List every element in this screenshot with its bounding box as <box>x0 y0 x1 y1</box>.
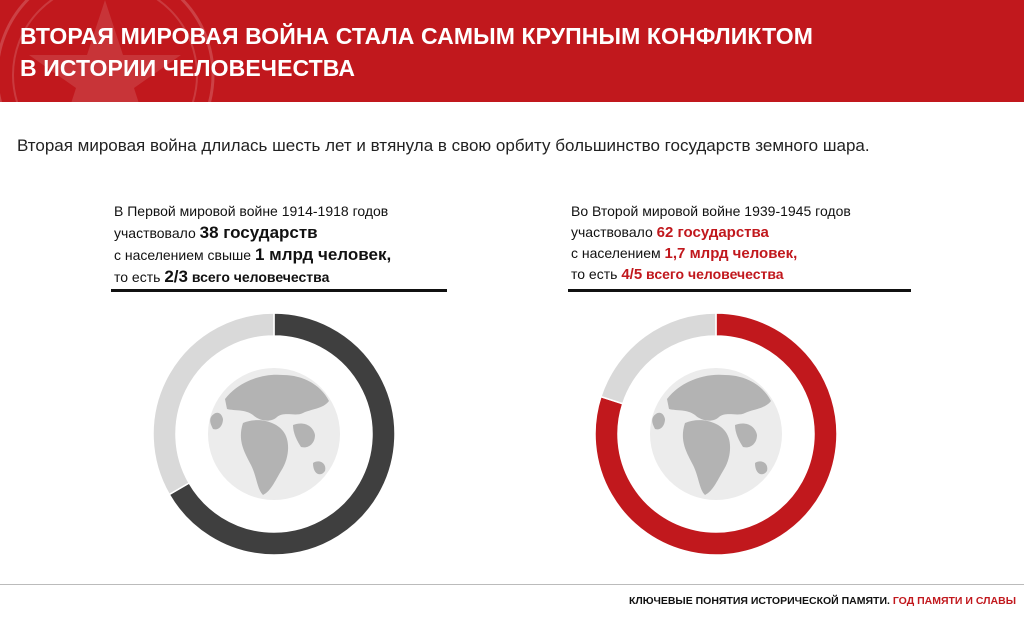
ww1-donut-chart <box>153 313 395 555</box>
ww1-stat-line-2 <box>114 222 391 244</box>
ww2-divider <box>568 289 911 292</box>
ww1-countries-count: 38 государств <box>199 223 318 242</box>
page-title-line-2: В ИСТОРИИ ЧЕЛОВЕЧЕСТВА <box>20 55 356 81</box>
header-banner <box>0 0 1024 102</box>
ww1-text: то есть <box>114 269 165 285</box>
page-title-line-1: ВТОРАЯ МИРОВАЯ ВОЙНА СТАЛА САМЫМ КРУПНЫМ КОНФЛИКТОМ <box>20 23 813 49</box>
ww2-text: то есть <box>571 266 622 282</box>
ww1-population: 1 млрд человек, <box>254 245 392 264</box>
ww1-globe-icon <box>208 368 340 500</box>
ww1-text: с населением свыше <box>114 247 255 263</box>
footer <box>629 595 1016 607</box>
intro-text: Вторая мировая война длилась шесть лет и втянула в свою орбиту большинство государств земного шара. <box>17 136 870 155</box>
ww2-stat-line-4 <box>571 264 851 285</box>
ww1-divider <box>111 289 447 292</box>
ww1-stat-line-4 <box>114 266 391 288</box>
ww2-stat-line-1: Во Второй мировой войне 1939-1945 годов <box>571 203 851 219</box>
ww2-stat-line-2 <box>571 222 851 243</box>
ww2-text: с населением <box>571 245 665 261</box>
ww2-stat-block <box>571 201 851 285</box>
footer-divider <box>0 584 1024 585</box>
footer-text: КЛЮЧЕВЫЕ ПОНЯТИЯ ИСТОРИЧЕСКОЙ ПАМЯТИ. <box>628 595 890 607</box>
ww2-stat-line-3 <box>571 243 851 264</box>
ww2-text: участвовало <box>571 224 657 240</box>
ww2-countries-count: 62 государства <box>656 224 769 241</box>
ww2-donut-chart <box>595 313 837 555</box>
ww1-stat-block <box>114 201 391 288</box>
page-title <box>20 20 813 84</box>
ww1-stat-line-3 <box>114 244 391 266</box>
footer-accent-text: ГОД ПАМЯТИ И СЛАВЫ <box>892 595 1016 607</box>
ww1-humanity-label: всего человечества <box>187 269 330 285</box>
ww2-population: 1,7 млрд человек, <box>664 245 798 262</box>
ww2-fraction: 4/5 <box>621 266 643 283</box>
ww2-globe-icon <box>650 368 782 500</box>
ww1-fraction: 2/3 <box>164 267 188 286</box>
ww1-stat-line-1: В Первой мировой войне 1914-1918 годов <box>114 203 389 219</box>
ww2-humanity-label: всего человечества <box>642 266 784 282</box>
ww1-text: участвовало <box>114 225 200 241</box>
